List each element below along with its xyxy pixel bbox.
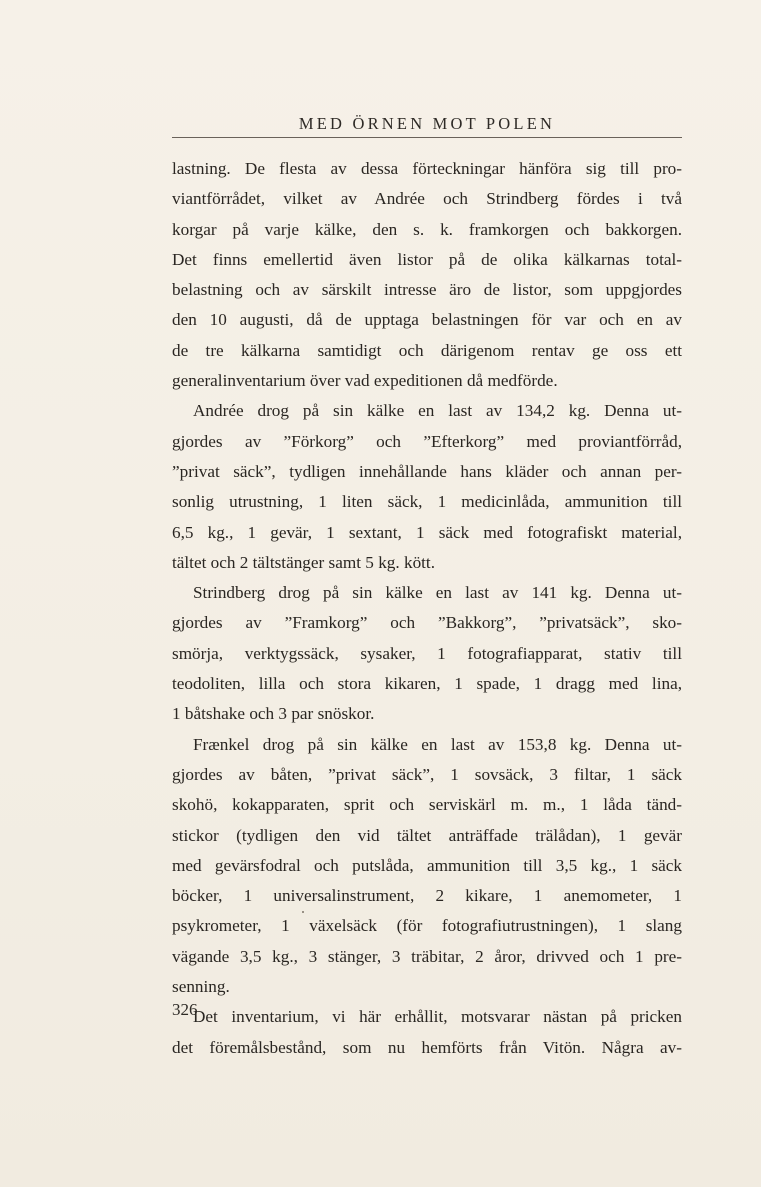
text-line: senning. xyxy=(172,977,230,997)
text-line: Det finns emellertid även listor på de olika kälkarnas total- xyxy=(172,249,682,269)
text-line: den 10 augusti, då de upptaga belastningen för var och en av xyxy=(172,310,682,330)
text-line: lastning. De flesta av dessa förteckningar hänföra sig till pro- xyxy=(172,159,682,178)
text-line: 6,5 kg., 1 gevär, 1 sextant, 1 säck med fotografiskt material, xyxy=(172,522,682,542)
text-line: korgar på varje kälke, den s. k. framkorgen och bakkorgen. xyxy=(172,219,682,239)
paragraph-1 xyxy=(172,154,682,396)
text-line: Andrée drog på sin kälke en last av 134,2 kg. Denna ut- xyxy=(193,401,682,421)
text-line: det föremålsbestånd, som nu hemförts från Vitön. Några av- xyxy=(172,1037,682,1057)
text-line: belastning och av särskilt intresse äro de listor, som uppgjordes xyxy=(172,280,682,300)
print-speck xyxy=(302,911,304,913)
text-line: de tre kälkarna samtidigt och därigenom rentav ge oss ett xyxy=(172,340,682,360)
text-line: psykrometer, 1 växelsäck (för fotografiutrustningen), 1 slang xyxy=(172,916,682,936)
text-line: Det inventarium, vi här erhållit, motsvarar nästan på pricken xyxy=(193,1007,682,1027)
text-line: gjordes av ”Förkorg” och ”Efterkorg” med proviantförråd, xyxy=(172,431,682,451)
text-line: böcker, 1 universalinstrument, 2 kikare, 1 anemometer, 1 xyxy=(172,886,682,906)
text-line: Frænkel drog på sin kälke en last av 153,8 kg. Denna ut- xyxy=(193,734,682,754)
paragraph-strindberg xyxy=(172,578,682,729)
text-line: viantförrådet, vilket av Andrée och Strindberg fördes i två xyxy=(172,189,682,209)
running-head: MED ÖRNEN MOT POLEN xyxy=(298,114,556,133)
paragraph-fraenkel xyxy=(172,730,682,1003)
paragraph-andree xyxy=(172,396,682,578)
text-line: 1 båtshake och 3 par snöskor. xyxy=(172,704,375,724)
body-text xyxy=(172,154,682,1063)
paragraph-inventarium xyxy=(172,1002,682,1063)
text-line: Strindberg drog på sin kälke en last av 141 kg. Denna ut- xyxy=(193,583,682,603)
text-line: tältet och 2 tältstänger samt 5 kg. kött. xyxy=(172,552,436,572)
text-line: ”privat säck”, tydligen innehållande hans kläder och annan per- xyxy=(172,461,682,481)
text-line: smörja, verktygssäck, sysaker, 1 fotografiapparat, stativ till xyxy=(172,643,682,663)
text-line: teodoliten, lilla och stora kikaren, 1 spade, 1 dragg med lina, xyxy=(172,674,682,694)
page-number: 326 xyxy=(172,1000,198,1019)
text-line: med gevärsfodral och putslåda, ammunition till 3,5 kg., 1 säck xyxy=(172,855,682,875)
text-line: gjordes av båten, ”privat säck”, 1 sovsäck, 3 filtar, 1 säck xyxy=(172,764,682,784)
text-line: gjordes av ”Framkorg” och ”Bakkorg”, ”privatsäck”, sko- xyxy=(172,613,682,633)
text-line: stickor (tydligen den vid tältet anträffade trälådan), 1 gevär xyxy=(172,825,682,845)
text-line: sonlig utrustning, 1 liten säck, 1 medicinlåda, ammunition till xyxy=(172,492,682,512)
text-line: skohö, kokapparaten, sprit och serviskärl m. m., 1 låda tänd- xyxy=(172,795,682,815)
header-rule xyxy=(172,137,682,138)
text-line: vägande 3,5 kg., 3 stänger, 3 träbitar, 2 åror, drivved och 1 pre- xyxy=(172,946,682,966)
text-line: generalinventarium över vad expeditionen då medförde. xyxy=(172,371,558,391)
